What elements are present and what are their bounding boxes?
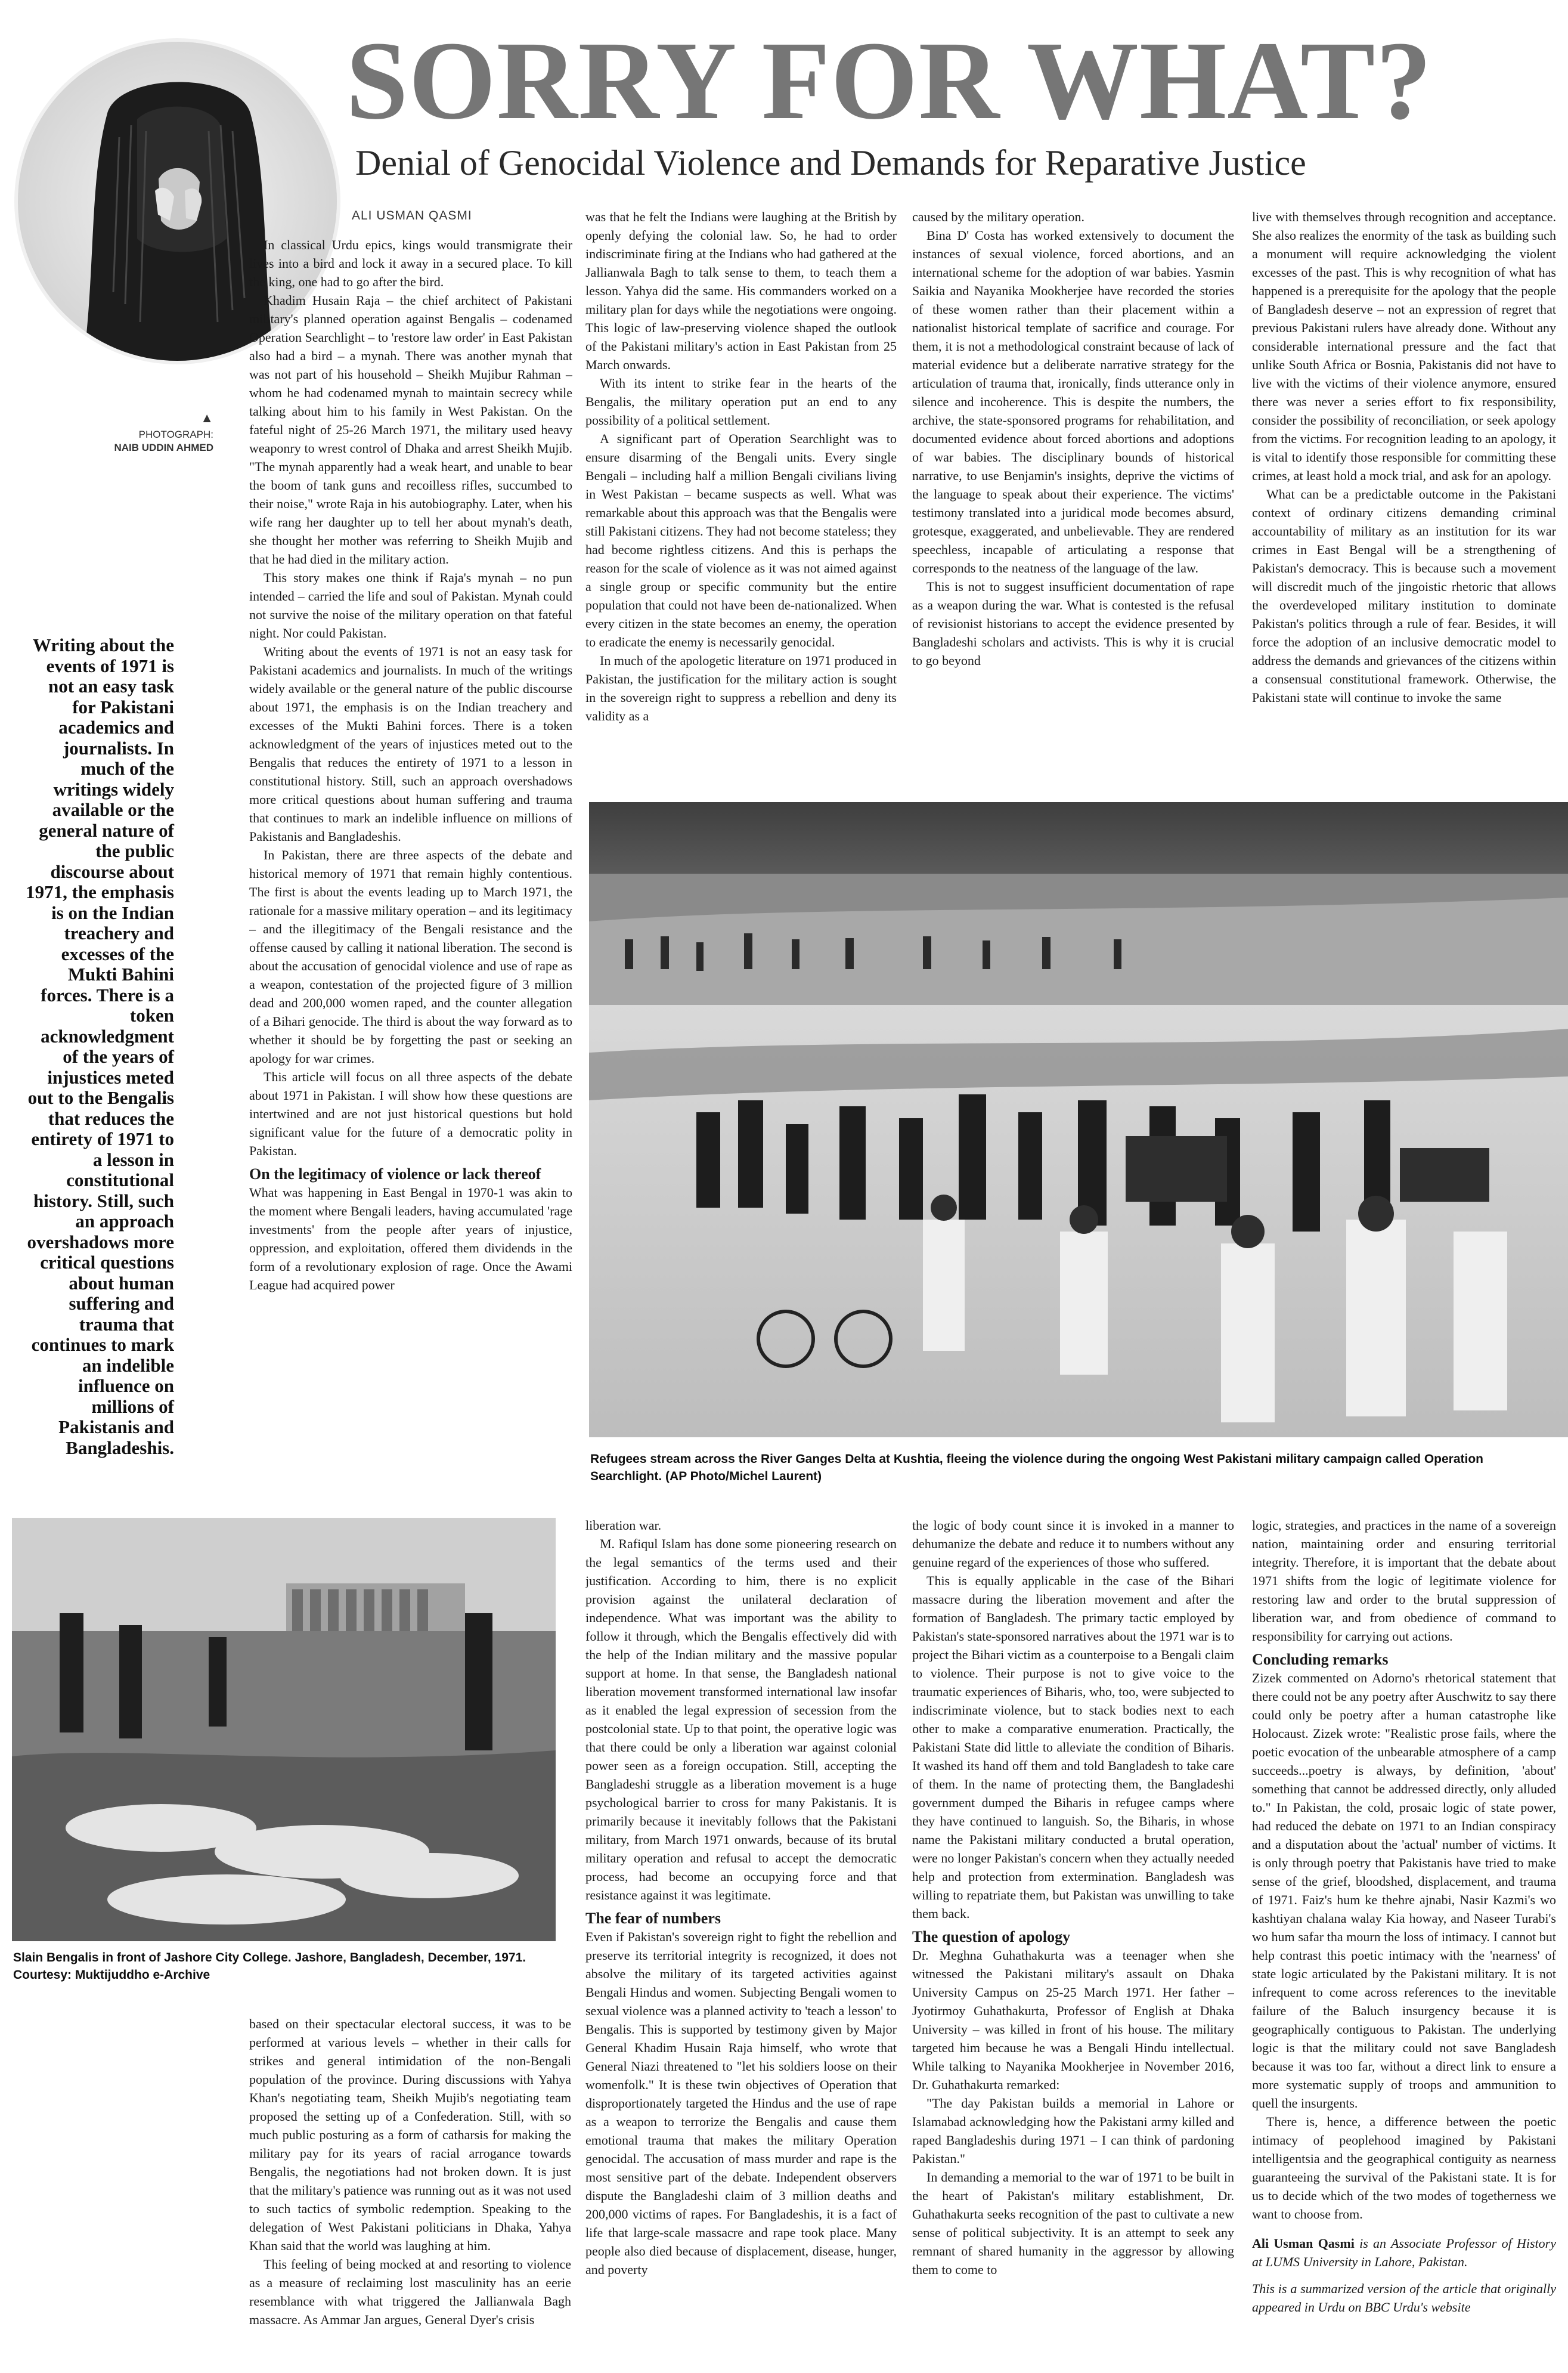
- article-paragraph: "The day Pakistan builds a memorial in Lahore or Islamabad acknowledging how the Pakistani army killed and raped Bangladeshis during 1971 – I can think of pardoning Pakistan.": [912, 2096, 1234, 2166]
- jashore-photo: [12, 1518, 556, 1941]
- column-2: [585, 208, 897, 805]
- article-paragraph: Writing about the events of 1971 is not an easy task for Pakistani academics and journalists. In much of the writings widely available or the general nature of the public discourse about 1971, the emphasis is on the Indian treachery and excesses of the Mukti Bahini forces. There is a token acknowledgment of the years of injustices meted out to the Bengalis that reduces the entirety of 1971 to a lesson in constitutional history. Still, such an approach overshadows more critical questions about human suffering and trauma that continues to mark an indelible influence on millions of Pakistanis and Bangladeshis.: [249, 644, 572, 844]
- article-paragraph: This feeling of being mocked at and resorting to violence as a measure of reclaiming lost masculinity has an eerie resemblance with what triggered the Jallianwala Bagh massacre. As Ammar Jan argues, General Dyer's crisis: [249, 2257, 571, 2327]
- refugees-photo-caption: Refugees stream across the River Ganges Delta at Kushtia, fleeing the violence during the ongoing West Pakistani military campaign called Operation Searchlight. (AP Photo/Michel Laurent): [590, 1452, 1484, 1483]
- refugees-photo-illustration: [589, 802, 1568, 1437]
- article-paragraph: was that he felt the Indians were laughing at the British by openly defying the colonial law. So, he had to order indiscriminate firing at the Indians who had gathered at the Jallianwala Bagh to talk sense to them, to teach them a lesson. Yahya did the same. His commanders worked on a military plan for days while the negotiations were ongoing. This logic of law-preserving violence shaped the outlook of the Pakistani military's action in East Pakistan from 25 March onwards.: [585, 209, 897, 372]
- article-paragraph: This is not to suggest insufficient documentation of rape as a weapon during the war. What is contested is the refusal of revisionist historians to accept the evidence presented by Bangladeshi scholars and activists. This is why it is crucial to go beyond: [912, 579, 1234, 668]
- article-paragraph: In demanding a memorial to the war of 1971 to be built in the heart of Pakistan's military establishment, Dr. Guhathakurta seeks recognition of the past to cultivate a new sense of political subjectivity. It is an attempt to seek any remnant of shared humanity in the aggressor by allowing them to come to: [912, 2170, 1234, 2277]
- article-paragraph: M. Rafiqul Islam has done some pioneering research on the legal semantics of the terms used and their justification. According to him, there is no explicit provision against the unilateral declaration of independence. What was important was the ability to follow it through, which the Bengalis effectively did with the help of the Indian military and the massive popular support at home. In that sense, the Bangladesh national liberation movement transformed international law insofar as it enabled the legal expression of secession from the postcolonial state. Up to that point, the operative logic was that there could be only a liberation war against colonial power seen as a foreign occupation. Still, accepting the Bangladeshi struggle as a liberation movement is a huge psychological barrier to cross for many Pakistanis. It is primarily because it inevitably follows that the Pakistani military, from March 1971 onwards, because of its brutal military operation and refusal to accept the democratic process, had become an occupying force and that resistance against it was legitimate.: [585, 1536, 897, 1902]
- article-paragraph: Dr. Meghna Guhathakurta was a teenager when she witnessed the Pakistani military's assault on Dhaka University Campus on 25-25 March 1971. Her father – Jyotirmoy Guhathakurta, Professor of English at Dhaka University – was killed in front of his house. The military targeted him because he was a Bengali Hindu intellectual. While talking to Nayanika Mookherjee in November 2016, Dr. Guhathakurta remarked:: [912, 1948, 1234, 2092]
- article-paragraph: In Pakistan, there are three aspects of the debate and historical memory of 1971 that remain highly contentious. The first is about the events leading up to March 1971, the rationale for a massive military operation – and its legitimacy – and the illegitimacy of the Bengali resistance and the offense caused by calling it national liberation. The second is about the accusation of genocidal violence and use of rape as a weapon, contestation of the projected figure of 3 million dead and 200,000 women raped, and the counter allegation of a Bihari genocide. The third is about the way forward as to whether it should be by forgetting the past or seeking an apology for war crimes.: [249, 847, 572, 1066]
- section-heading: The question of apology: [912, 1928, 1071, 1945]
- photo-credit-name: NAIB UDDIN AHMED: [114, 442, 213, 453]
- column-3: [912, 208, 1234, 805]
- article-paragraph: This article will focus on all three aspects of the debate about 1971 in Pakistan. I will show how these questions are intertwined and are not just historical questions but hold significant value for the future of a democratic polity in Pakistan.: [249, 1069, 572, 1158]
- article-paragraph: based on their spectacular electoral success, it was to be performed at various levels – whether in their calls for strikes and general intimidation of the non-Bengali population of the province. During discussions with Yahya Khan's negotiating team, Sheikh Mujib's negotiating team proposed the setting up of a Confederation. Still, with so much public posturing as a form of catharsis for making the military pay for its years of racial arrogance towards Bengalis, the negotiations had not broken down. It is just that the military's patience was running out as it was not used to such tactics of symbolic redemption. Speaking to the delegation of West Pakistani politicians in Dhaka, Yahya Khan said that the world was laughing at him.: [249, 2016, 571, 2253]
- photo-credit: [88, 412, 213, 454]
- section-heading: The fear of numbers: [585, 1910, 721, 1927]
- column-6: [585, 1516, 897, 2370]
- article-paragraph: This is equally applicable in the case of the Bihari massacre during the liberation movement and after the formation of Bangladesh. The primary tactic employed by Pakistan's state-sponsored narratives about the 1971 war is to project the Bihari victim as a counterpoise to a Bengali claim to violence. Their purpose is not to give voice to the traumatic experiences of Biharis, who, too, were subjected to indiscriminate violence, but to stack bodies next to each other to make a comparative enumeration. Practically, the Pakistani State did little to alleviate the condition of Biharis. It washed its hand off them and told Bangladesh to take care of them. In the name of protecting them, the Bangladeshi government dumped the Biharis in refugee camps where they have continued to languish. So, the Biharis, in whose name the Pakistani military conducted a brutal operation, were no longer Pakistan's concern when they actually needed help and protection from extermination. Bangladesh was willing to repatriate them, but Pakistan was unwilling to take them back.: [912, 1573, 1234, 1921]
- article-paragraph: live with themselves through recognition and acceptance. She also realizes the enormity of the task as building such a monument will require acknowledging the violent excesses of the past. This is why recognition of what has happened is a prerequisite for the apology that the people of Bangladesh deserve – not an expression of regret that previous Pakistani rulers have already done. Without any considerable international pressure and the fact that unlike South Africa or Bosnia, Pakistanis did not have to live with the victims of their violence anymore, ensured there was never a series effort to fix responsibility, consider the possibility of reconciliation, or seek apology from the victims. For recognition leading to an apology, it is vital to identify those responsible for committing these crimes, at least hold a mock trial, and ask for an apology.: [1252, 209, 1556, 483]
- article-paragraph: caused by the military operation.: [912, 209, 1084, 224]
- subhead: Denial of Genocidal Violence and Demands for Reparative Justice: [355, 143, 1306, 182]
- article-paragraph: Khadim Husain Raja – the chief architect of Pakistani military's planned operation against Bengalis – codenamed Operation Searchlight – to 'restore law order' in East Pakistan also had a bird – a mynah. There was another mynah that was not part of his household – Sheikh Mujibur Rahman – whom he had codenamed mynah to maintain secrecy while talking about him to his family in West Pakistan. On the fateful night of 25-26 March 1971, the military used heavy weaponry to wrest control of Dhaka and arrest Sheikh Mujib. "The mynah apparently had a weak heart, and unable to bear the boom of tank guns and recoilless rifles, succumbed to their noise," wrote Raja in his autobiography. Later, when his wife rang her daughter up to tell her about mynah's death, she thought her mother was referring to Sheikh Mujib and that he had died in the military action.: [249, 293, 572, 567]
- photo-credit-label: PHOTOGRAPH:: [138, 429, 213, 440]
- article-paragraph: Even if Pakistan's sovereign right to fight the rebellion and preserve its territorial integrity is recognized, it does not absolve the military of its targeted activities against Bengali Hindus and women. Subjecting Bengali women to sexual violence was a planned activity to 'teach a lesson' to Bengalis. This is supported by testimony given by Major General Khadim Husain Raja himself, who wrote that General Niazi threatened to "let his soldiers loose on their womenfolk." It is these twin objectives of Operation that disproportionately targeted the Hindus and the use of rape as a weapon to terrorize the Bengalis and cause them emotional trauma that makes the military Operation genocidal. The accusation of mass murder and rape is the most sensitive part of the debate. Independent observers dispute the Bangladeshi claim of 3 million deaths and 200,000 victims of rapes. For Bangladeshis, it is a fact of life that large-scale massacre and rape took place. Many people also died because of displacement, disease, hunger, and poverty: [585, 1929, 897, 2277]
- article-paragraph: What can be a predictable outcome in the Pakistani context of ordinary citizens demanding criminal accountability of military as an institution for its war crimes in East Bengal will be a strengthening of Pakistan's democracy. This is because such a movement will discredit much of the jingoistic rhetoric that allows the overdeveloped military institution to dominate Pakistan's politics through a rule of fear. Besides, it will force the adoption of an inclusive democratic model to address the demands and grievances of the citizens within a consensual constitutional framework. Otherwise, the Pakistani state will continue to invoke the same: [1252, 487, 1556, 705]
- jashore-photo-caption: Slain Bengalis in front of Jashore City College. Jashore, Bangladesh, December, 1971. Courtesy: Muktijuddho e-Archive: [13, 1951, 526, 1982]
- triangle-up-icon: ▲: [200, 410, 213, 425]
- article-paragraph: This story makes one think if Raja's mynah – no pun intended – carried the life and soul of Pakistan. Mynah could not survive the noise of the military operation on that fateful night. Nor could Pakistan.: [249, 570, 572, 641]
- refugees-photo: [589, 802, 1568, 1437]
- article-paragraph: A significant part of Operation Searchlight was to ensure disarming of the Bengali units. Every single Bengali – including half a million Bengali civilians living in West Pakistan – became suspects as well. What was remarkable about this approach was that the Bengalis were still Pakistani citizens. They had not become stateless; they had become rightless citizens. And this is perhaps the reason for the scale of violence as it was not aimed against a single group or specific community but the entire population that could not have been de-nationalized. When every citizen in the state becomes an enemy, the operation to eradicate the enemy is necessarily genocidal.: [585, 431, 897, 649]
- column-5: [249, 2015, 571, 2370]
- article-paragraph: In much of the apologetic literature on 1971 produced in Pakistan, the justification for the military action is sought in the sovereign right to suppress a rebellion and deny its validity as a: [585, 653, 897, 723]
- author-bio: [1252, 2234, 1556, 2271]
- article-paragraph: Zizek commented on Adorno's rhetorical statement that there could not be any poetry after Auschwitz to say there could only be poetry after a human catastrophe like Holocaust. Zizek wrote: "Realistic prose fails, where the poetic evocation of the unbearable atmosphere of a camp succeeds...poetry is always, by definition, 'about' something that cannot be addressed directly, only alluded to." In Pakistan, the cold, prosaic logic of state power, had reduced the debate on 1971 to an Indian conspiracy and a disputation about the 'actual' number of victims. It is only through poetry that Pakistanis have tried to make sense of the grief, bloodshed, displacement, and trauma of 1971. Faiz's hum ke thehre ajnabi, Nasir Kazmi's wo kashtiyan chalana walay Kia howay, and Naseer Turabi's wo hum safar tha mourn the loss of intimacy. I cannot but help contrast this poetic intimacy with the 'nearness' of state logic articulated by the Pakistani military. It is not infrequent to come across references to the inevitable failure of the Baluch insurgency because it is geographically contiguous to Pakistan. The underlying logic is that the military could not save Bangladesh because it was too far, without a direct link to ensure a more systematic supply of troops and ammunition to quell the insurgents.: [1252, 1670, 1556, 2111]
- jashore-photo-illustration: [12, 1518, 556, 1941]
- author-bio-text: is an Associate Professor of History at LUMS University in Lahore, Pakistan.: [1252, 2236, 1556, 2269]
- article-paragraph: liberation war.: [585, 1518, 662, 1533]
- column-8: [1252, 1516, 1556, 2370]
- article-paragraph: logic, strategies, and practices in the name of a sovereign nation, maintaining order and ensuring territorial integrity. Therefore, it is important that the debate about 1971 shifts from the logic of legitimate violence for restoring law and order to the brutal suppression of liberation war, and from obedience of command to responsibility for carrying out actions.: [1252, 1518, 1556, 1644]
- article-paragraph: the logic of body count since it is invoked in a manner to dehumanize the debate and reduce it to numbers without any genuine regard of the experiences of those who suffered.: [912, 1518, 1234, 1570]
- pull-quote: Writing about the events of 1971 is not an easy task for Pakistani academics and journalists. In much of the writings widely available or the general nature of the public discourse about 1971, the emphasis is on the Indian treachery and excesses of the Mukti Bahini forces. There is a token acknowledgment of the years of injustices meted out to the Bengalis that reduces the entirety of 1971 to a lesson in constitutional history. Still, such an approach overshadows more critical questions about human suffering and trauma that continues to mark an indelible influence on millions of Pakistanis and Bangladeshis.: [26, 635, 174, 1458]
- column-1: [249, 236, 572, 1494]
- section-heading: Concluding remarks: [1252, 1651, 1389, 1668]
- article-paragraph: In classical Urdu epics, kings would transmigrate their lives into a bird and lock it away in a secured place. To kill the king, one had to go after the bird.: [249, 237, 572, 289]
- column-4: [1252, 208, 1556, 805]
- section-heading: On the legitimacy of violence or lack thereof: [249, 1165, 541, 1183]
- article-paragraph: With its intent to strike fear in the hearts of the Bengalis, the military operation put an end to any possibility of a political settlement.: [585, 376, 897, 428]
- headline: SORRY FOR WHAT?: [346, 18, 1433, 143]
- article-paragraph: Bina D' Costa has worked extensively to document the instances of sexual violence, forced abortions, and an international scheme for the adoption of war babies. Yasmin Saikia and Nayanika Mookherjee have recorded the stories of these women rather than their placement within a nationalist historical template of sacrifice and courage. For them, it is not a methodological constraint because of lack of material evidence but a deliberate narrative strategy for the articulation of trauma that, ironically, finds utterance only in silence and incoherence. This is despite the numbers, the archive, the state-sponsored programs for rehabilitation, and documented evidence about forced abortions and adoptions of war babies. The disciplinary bounds of historical narrative, to use Benjamin's insights, deprive the victims of the language to speak about their experience. The victims' testimony translated into a juridical mode becomes absurd, grotesque, exaggerated, and unbelievable. They are rendered speechless, incapable of articulating a response that corresponds to the neatness of the language of the law.: [912, 228, 1234, 576]
- summary-note: This is a summarized version of the article that originally appeared in Urdu on BBC Urdu's website: [1252, 2281, 1556, 2315]
- article-paragraph: What was happening in East Bengal in 1970-1 was akin to the moment where Bengali leaders, having accumulated 'rage investments' from the people after years of injustice, oppression, and exploitation, offered them dividends in the form of a revolutionary explosion of rage. Once the Awami League had acquired power: [249, 1185, 572, 1292]
- article-paragraph: There is, hence, a difference between the poetic intimacy of peoplehood imagined by Pakistani intelligentsia and the geographical contiguity as nearness guaranteeing the survival of the Pakistani state. It is for us to decide which of the two modes of togetherness we want to choose from.: [1252, 2114, 1556, 2222]
- byline: ALI USMAN QASMI: [352, 209, 472, 222]
- author-name: Ali Usman Qasmi: [1252, 2236, 1355, 2251]
- column-7: [912, 1516, 1234, 2370]
